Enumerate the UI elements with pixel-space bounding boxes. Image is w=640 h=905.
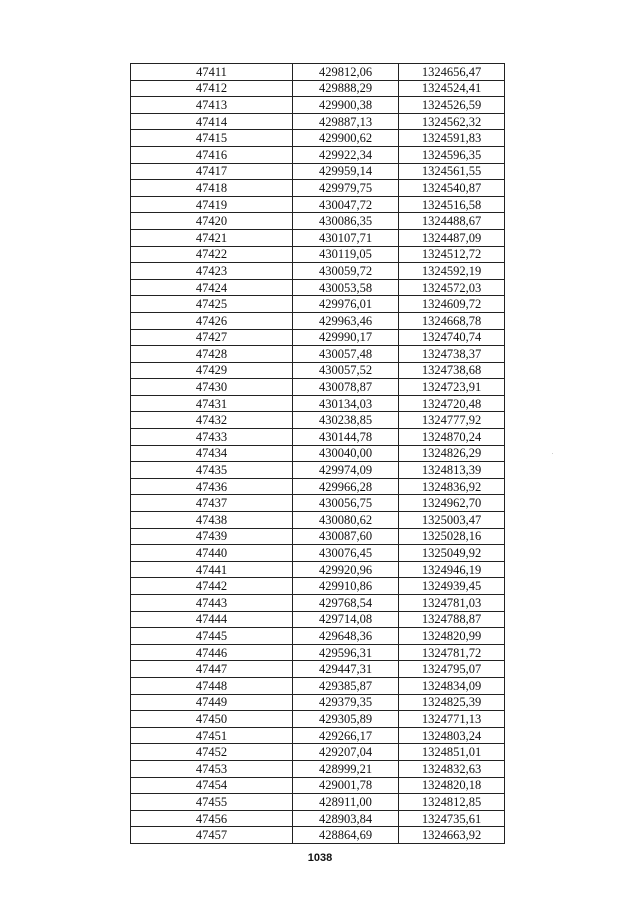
x-coordinate-cell: 430078,87 — [293, 379, 399, 396]
y-coordinate-cell: 1324596,35 — [399, 146, 505, 163]
point-id-cell: 47417 — [131, 163, 293, 180]
y-coordinate-cell: 1324663,92 — [399, 827, 505, 844]
y-coordinate-cell: 1324795,07 — [399, 661, 505, 678]
y-coordinate-cell: 1324834,09 — [399, 677, 505, 694]
point-id-cell: 47419 — [131, 196, 293, 213]
y-coordinate-cell: 1324870,24 — [399, 429, 505, 446]
table-row — [131, 545, 505, 562]
point-id-cell: 47412 — [131, 80, 293, 97]
y-coordinate-cell: 1324820,99 — [399, 628, 505, 645]
x-coordinate-cell: 430107,71 — [293, 229, 399, 246]
table-row — [131, 113, 505, 130]
point-id-cell: 47414 — [131, 113, 293, 130]
table-row — [131, 229, 505, 246]
table-row — [131, 794, 505, 811]
table-row — [131, 429, 505, 446]
x-coordinate-cell: 430040,00 — [293, 445, 399, 462]
y-coordinate-cell: 1324735,61 — [399, 810, 505, 827]
y-coordinate-cell: 1324781,03 — [399, 595, 505, 612]
coordinates-table-body — [131, 64, 505, 844]
y-coordinate-cell: 1324526,59 — [399, 97, 505, 114]
table-row — [131, 263, 505, 280]
point-id-cell: 47450 — [131, 711, 293, 728]
point-id-cell: 47445 — [131, 628, 293, 645]
x-coordinate-cell: 429812,06 — [293, 64, 399, 81]
x-coordinate-cell: 429976,01 — [293, 296, 399, 313]
x-coordinate-cell: 430057,52 — [293, 362, 399, 379]
x-coordinate-cell: 428903,84 — [293, 810, 399, 827]
y-coordinate-cell: 1324591,83 — [399, 130, 505, 147]
point-id-cell: 47436 — [131, 478, 293, 495]
y-coordinate-cell: 1324488,67 — [399, 213, 505, 230]
y-coordinate-cell: 1324738,68 — [399, 362, 505, 379]
y-coordinate-cell: 1324826,29 — [399, 445, 505, 462]
y-coordinate-cell: 1325003,47 — [399, 512, 505, 529]
y-coordinate-cell: 1324656,47 — [399, 64, 505, 81]
point-id-cell: 47428 — [131, 346, 293, 363]
x-coordinate-cell: 429447,31 — [293, 661, 399, 678]
y-coordinate-cell: 1324939,45 — [399, 578, 505, 595]
table-row — [131, 512, 505, 529]
point-id-cell: 47443 — [131, 595, 293, 612]
point-id-cell: 47427 — [131, 329, 293, 346]
point-id-cell: 47429 — [131, 362, 293, 379]
x-coordinate-cell: 430053,58 — [293, 279, 399, 296]
point-id-cell: 47423 — [131, 263, 293, 280]
x-coordinate-cell: 429910,86 — [293, 578, 399, 595]
table-row — [131, 64, 505, 81]
table-row — [131, 296, 505, 313]
x-coordinate-cell: 429596,31 — [293, 644, 399, 661]
y-coordinate-cell: 1324512,72 — [399, 246, 505, 263]
point-id-cell: 47421 — [131, 229, 293, 246]
y-coordinate-cell: 1324738,37 — [399, 346, 505, 363]
table-row — [131, 677, 505, 694]
x-coordinate-cell: 429959,14 — [293, 163, 399, 180]
table-row — [131, 561, 505, 578]
point-id-cell: 47453 — [131, 760, 293, 777]
point-id-cell: 47442 — [131, 578, 293, 595]
y-coordinate-cell: 1324723,91 — [399, 379, 505, 396]
table-row — [131, 346, 505, 363]
table-row — [131, 478, 505, 495]
x-coordinate-cell: 429974,09 — [293, 462, 399, 479]
point-id-cell: 47440 — [131, 545, 293, 562]
table-row — [131, 196, 505, 213]
x-coordinate-cell: 430080,62 — [293, 512, 399, 529]
table-row — [131, 379, 505, 396]
y-coordinate-cell: 1324562,32 — [399, 113, 505, 130]
table-row — [131, 810, 505, 827]
x-coordinate-cell: 430086,35 — [293, 213, 399, 230]
x-coordinate-cell: 428864,69 — [293, 827, 399, 844]
y-coordinate-cell: 1324803,24 — [399, 727, 505, 744]
x-coordinate-cell: 430119,05 — [293, 246, 399, 263]
table-row — [131, 711, 505, 728]
point-id-cell: 47422 — [131, 246, 293, 263]
point-id-cell: 47416 — [131, 146, 293, 163]
y-coordinate-cell: 1324813,39 — [399, 462, 505, 479]
x-coordinate-cell: 429887,13 — [293, 113, 399, 130]
y-coordinate-cell: 1324788,87 — [399, 611, 505, 628]
table-row — [131, 395, 505, 412]
table-row — [131, 412, 505, 429]
table-row — [131, 97, 505, 114]
table-row — [131, 246, 505, 263]
point-id-cell: 47457 — [131, 827, 293, 844]
y-coordinate-cell: 1324946,19 — [399, 561, 505, 578]
point-id-cell: 47447 — [131, 661, 293, 678]
point-id-cell: 47435 — [131, 462, 293, 479]
y-coordinate-cell: 1324561,55 — [399, 163, 505, 180]
point-id-cell: 47418 — [131, 180, 293, 197]
y-coordinate-cell: 1324668,78 — [399, 312, 505, 329]
point-id-cell: 47441 — [131, 561, 293, 578]
point-id-cell: 47451 — [131, 727, 293, 744]
x-coordinate-cell: 429900,62 — [293, 130, 399, 147]
table-row — [131, 213, 505, 230]
table-row — [131, 611, 505, 628]
point-id-cell: 47433 — [131, 429, 293, 446]
y-coordinate-cell: 1324781,72 — [399, 644, 505, 661]
table-row — [131, 644, 505, 661]
x-coordinate-cell: 430057,48 — [293, 346, 399, 363]
point-id-cell: 47449 — [131, 694, 293, 711]
scan-speck — [552, 453, 553, 454]
point-id-cell: 47430 — [131, 379, 293, 396]
x-coordinate-cell: 428999,21 — [293, 760, 399, 777]
point-id-cell: 47426 — [131, 312, 293, 329]
table-row — [131, 777, 505, 794]
point-id-cell: 47425 — [131, 296, 293, 313]
point-id-cell: 47444 — [131, 611, 293, 628]
y-coordinate-cell: 1324777,92 — [399, 412, 505, 429]
point-id-cell: 47455 — [131, 794, 293, 811]
point-id-cell: 47448 — [131, 677, 293, 694]
y-coordinate-cell: 1324832,63 — [399, 760, 505, 777]
table-row — [131, 528, 505, 545]
y-coordinate-cell: 1324516,58 — [399, 196, 505, 213]
y-coordinate-cell: 1325028,16 — [399, 528, 505, 545]
x-coordinate-cell: 430059,72 — [293, 263, 399, 280]
x-coordinate-cell: 430056,75 — [293, 495, 399, 512]
table-row — [131, 628, 505, 645]
point-id-cell: 47432 — [131, 412, 293, 429]
point-id-cell: 47452 — [131, 744, 293, 761]
x-coordinate-cell: 429714,08 — [293, 611, 399, 628]
y-coordinate-cell: 1324540,87 — [399, 180, 505, 197]
x-coordinate-cell: 429963,46 — [293, 312, 399, 329]
y-coordinate-cell: 1324572,03 — [399, 279, 505, 296]
table-row — [131, 329, 505, 346]
table-row — [131, 727, 505, 744]
x-coordinate-cell: 429001,78 — [293, 777, 399, 794]
x-coordinate-cell: 429922,34 — [293, 146, 399, 163]
point-id-cell: 47411 — [131, 64, 293, 81]
point-id-cell: 47420 — [131, 213, 293, 230]
point-id-cell: 47438 — [131, 512, 293, 529]
table-row — [131, 694, 505, 711]
table-row — [131, 163, 505, 180]
table-row — [131, 362, 505, 379]
y-coordinate-cell: 1324836,92 — [399, 478, 505, 495]
x-coordinate-cell: 430087,60 — [293, 528, 399, 545]
y-coordinate-cell: 1324851,01 — [399, 744, 505, 761]
x-coordinate-cell: 429379,35 — [293, 694, 399, 711]
point-id-cell: 47434 — [131, 445, 293, 462]
x-coordinate-cell: 430047,72 — [293, 196, 399, 213]
y-coordinate-cell: 1325049,92 — [399, 545, 505, 562]
x-coordinate-cell: 429979,75 — [293, 180, 399, 197]
y-coordinate-cell: 1324825,39 — [399, 694, 505, 711]
x-coordinate-cell: 429966,28 — [293, 478, 399, 495]
point-id-cell: 47437 — [131, 495, 293, 512]
x-coordinate-cell: 429305,89 — [293, 711, 399, 728]
point-id-cell: 47415 — [131, 130, 293, 147]
table-row — [131, 578, 505, 595]
y-coordinate-cell: 1324771,13 — [399, 711, 505, 728]
coordinates-table — [130, 63, 505, 844]
y-coordinate-cell: 1324820,18 — [399, 777, 505, 794]
point-id-cell: 47424 — [131, 279, 293, 296]
y-coordinate-cell: 1324962,70 — [399, 495, 505, 512]
point-id-cell: 47413 — [131, 97, 293, 114]
table-row — [131, 80, 505, 97]
point-id-cell: 47446 — [131, 644, 293, 661]
table-row — [131, 279, 505, 296]
table-row — [131, 445, 505, 462]
x-coordinate-cell: 429768,54 — [293, 595, 399, 612]
x-coordinate-cell: 429385,87 — [293, 677, 399, 694]
x-coordinate-cell: 428911,00 — [293, 794, 399, 811]
x-coordinate-cell: 429900,38 — [293, 97, 399, 114]
table-row — [131, 462, 505, 479]
y-coordinate-cell: 1324487,09 — [399, 229, 505, 246]
x-coordinate-cell: 430134,03 — [293, 395, 399, 412]
table-row — [131, 130, 505, 147]
y-coordinate-cell: 1324740,74 — [399, 329, 505, 346]
x-coordinate-cell: 429990,17 — [293, 329, 399, 346]
table-row — [131, 760, 505, 777]
point-id-cell: 47456 — [131, 810, 293, 827]
y-coordinate-cell: 1324609,72 — [399, 296, 505, 313]
point-id-cell: 47439 — [131, 528, 293, 545]
x-coordinate-cell: 429888,29 — [293, 80, 399, 97]
table-row — [131, 595, 505, 612]
x-coordinate-cell: 429207,04 — [293, 744, 399, 761]
table-row — [131, 661, 505, 678]
x-coordinate-cell: 429648,36 — [293, 628, 399, 645]
y-coordinate-cell: 1324812,85 — [399, 794, 505, 811]
page-number: 1038 — [307, 852, 333, 864]
table-row — [131, 495, 505, 512]
table-row — [131, 180, 505, 197]
table-row — [131, 744, 505, 761]
point-id-cell: 47431 — [131, 395, 293, 412]
table-row — [131, 312, 505, 329]
x-coordinate-cell: 430076,45 — [293, 545, 399, 562]
x-coordinate-cell: 429920,96 — [293, 561, 399, 578]
table-row — [131, 827, 505, 844]
y-coordinate-cell: 1324524,41 — [399, 80, 505, 97]
x-coordinate-cell: 429266,17 — [293, 727, 399, 744]
table-row — [131, 146, 505, 163]
y-coordinate-cell: 1324720,48 — [399, 395, 505, 412]
point-id-cell: 47454 — [131, 777, 293, 794]
y-coordinate-cell: 1324592,19 — [399, 263, 505, 280]
x-coordinate-cell: 430144,78 — [293, 429, 399, 446]
x-coordinate-cell: 430238,85 — [293, 412, 399, 429]
